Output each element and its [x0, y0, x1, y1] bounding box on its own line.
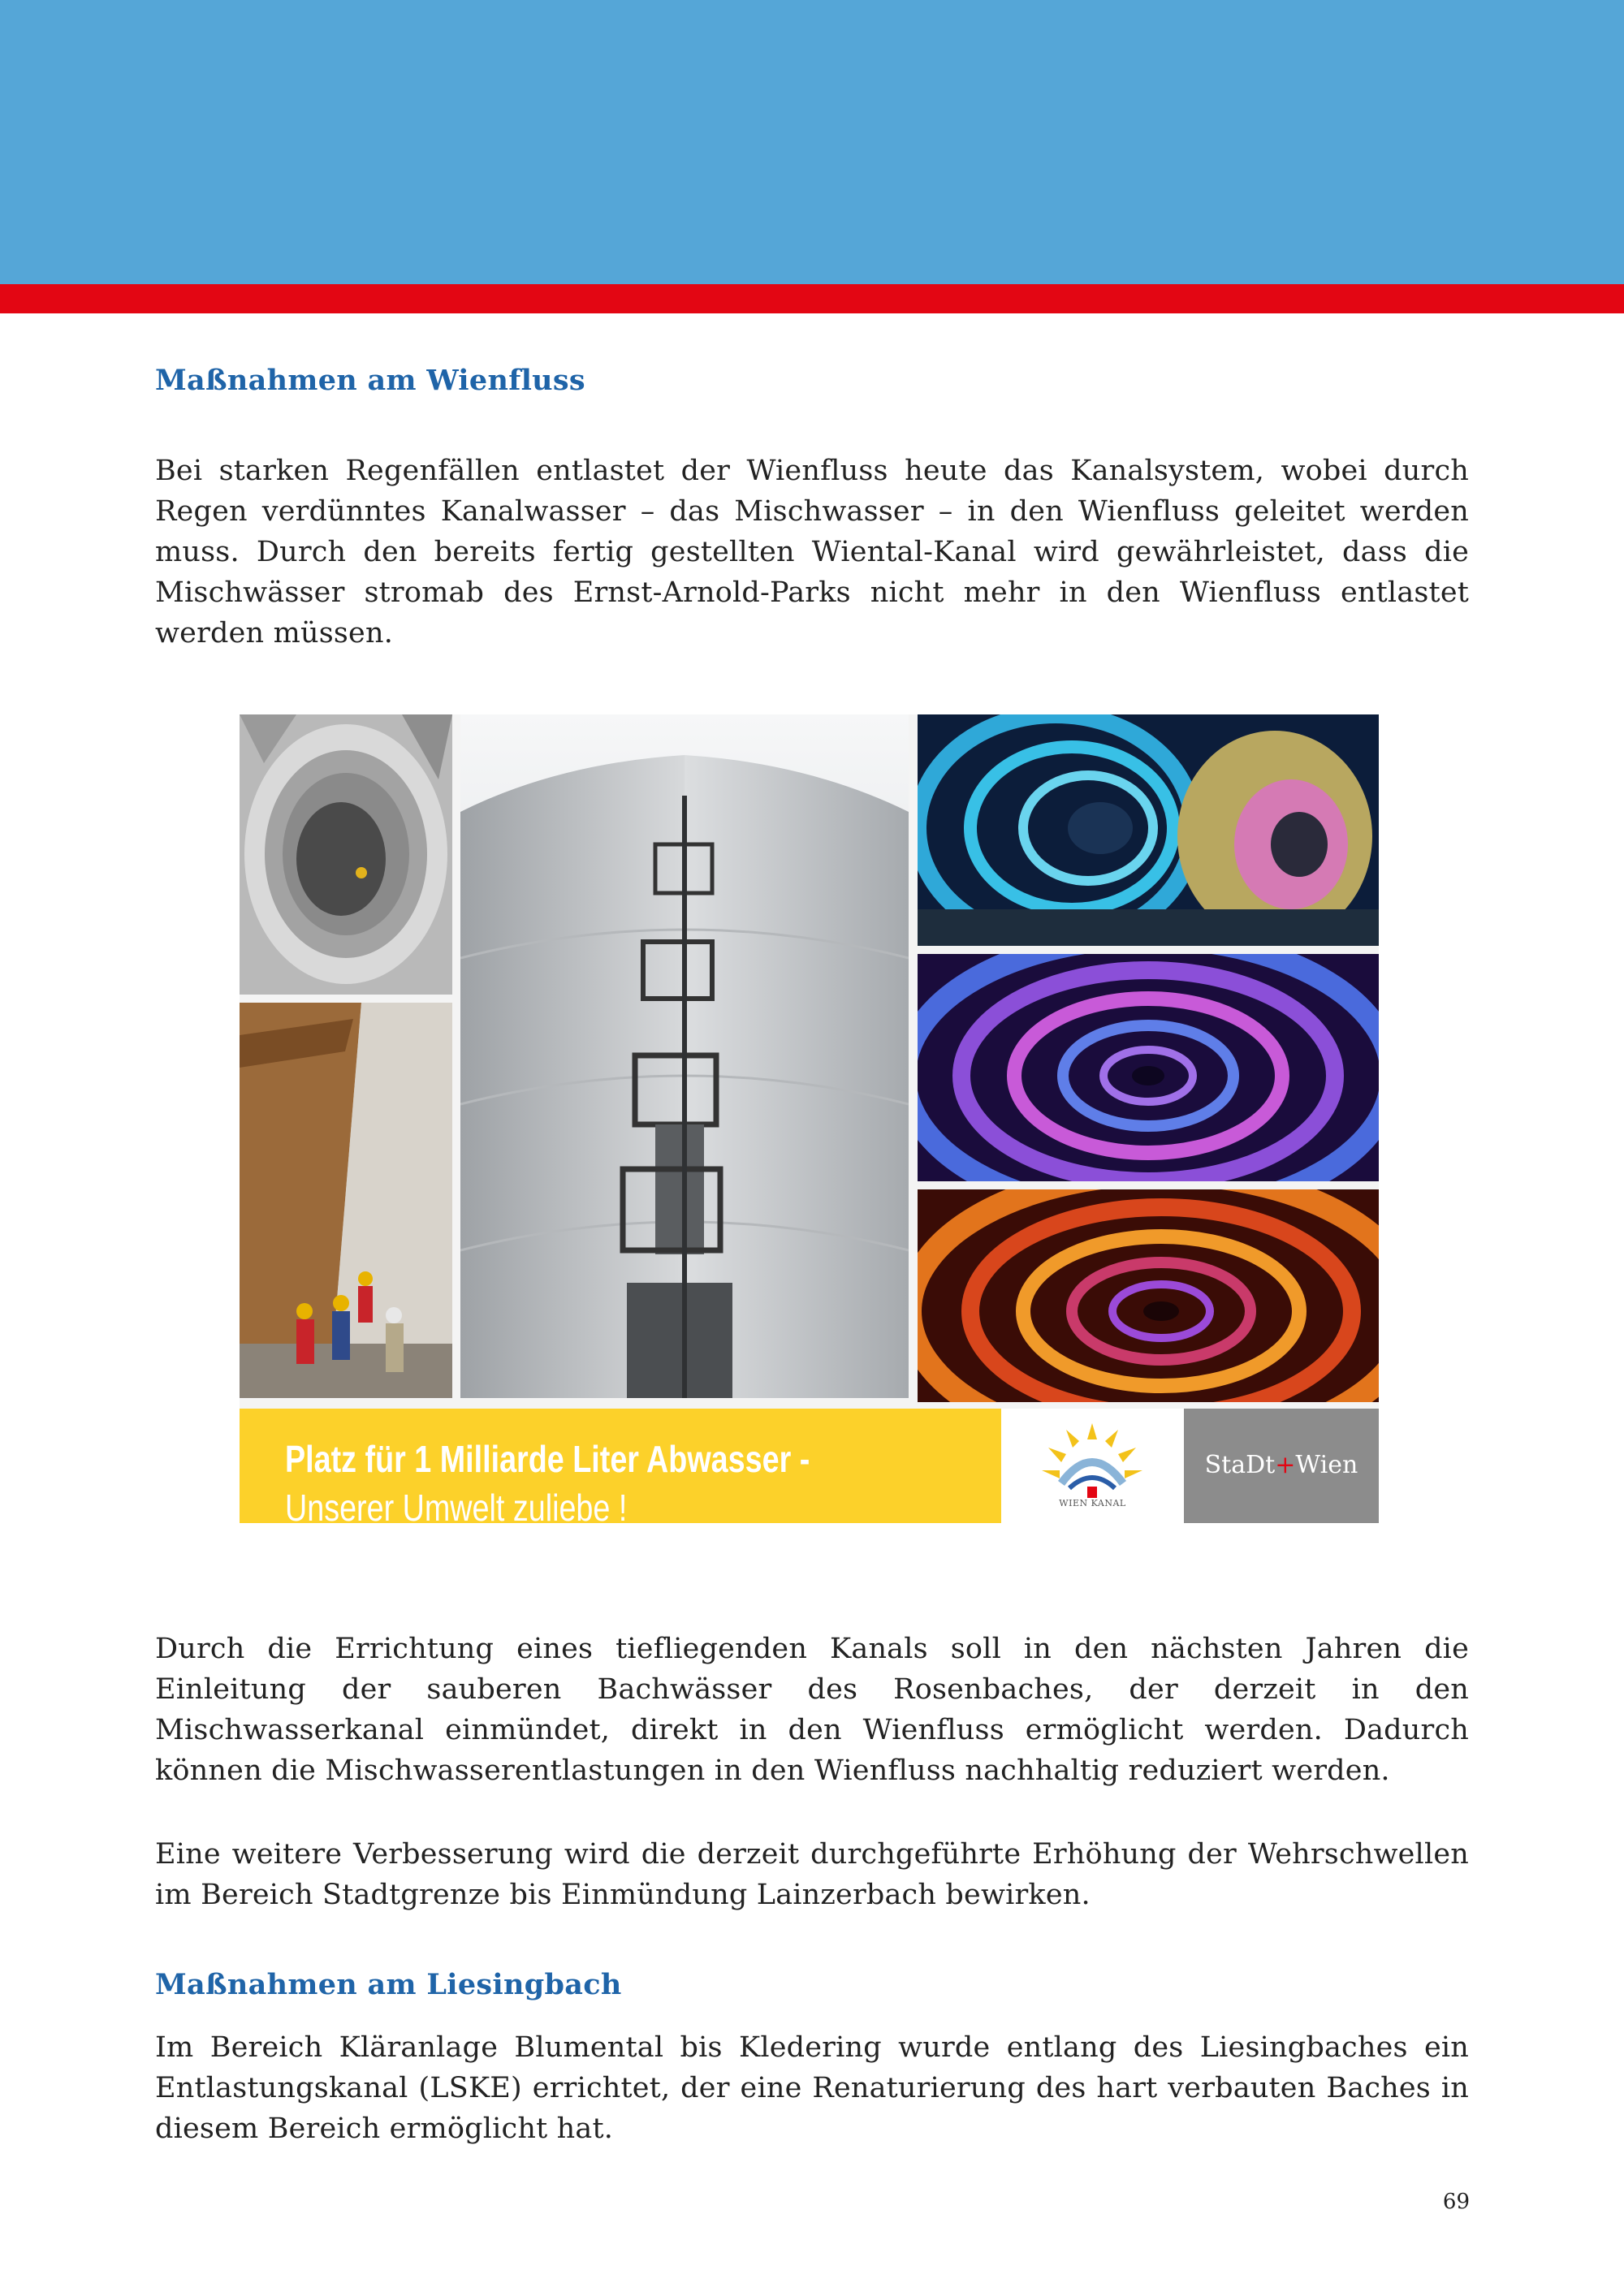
stadt-wien-cross-icon: +: [1275, 1451, 1296, 1479]
stadt-wien-logo-text: [1184, 1451, 1379, 1479]
paragraph-wienfluss-intro: Bei starken Regenfällen entlastet der Wienfluss heute das Kanalsystem, wobei durch Regen verdünntes Kanalwasser – das Mischwasser – in den Wienfluss geleitet werden muss. Durch den bereits fertig gestellten Wiental-Kanal wird gewährleistet, dass die Mischwässer stromab des Ernst-Arnold-Parks nicht mehr in den Wienfluss entlastet werden müssen.: [155, 455, 1469, 650]
wiental-kanal-composite-image: [240, 714, 1379, 1529]
paragraph-wehrschwellen: Eine weitere Verbesserung wird die derzeit durchgeführte Erhöhung der Wehrschwellen im Bereich Stadtgrenze bis Einmündung Lainzerbach bewirken.: [155, 1838, 1469, 1911]
tunnel-orange-photo: [918, 1189, 1379, 1402]
paragraph-liesingbach: Im Bereich Kläranlage Blumental bis Kledering wurde entlang des Liesingbaches ein Entlastungskanal (LSKE) errichtet, der eine Renaturierung des hart verbauten Baches in diesem Bereich ermöglicht hat.: [155, 2031, 1469, 2145]
page-number: 69: [1442, 2190, 1470, 2214]
wien-kanal-logo: [1001, 1409, 1184, 1523]
tunnel-purple-photo: [918, 954, 1379, 1181]
tunnel-lightart-photo: [918, 714, 1379, 946]
section-heading-liesingbach: Maßnahmen am Liesingbach: [155, 1968, 622, 2001]
stadt-wien-logo: [1184, 1409, 1379, 1523]
wien-kanal-logo-text: WIEN KANAL: [1059, 1498, 1126, 1508]
stadt-wien-logo-left: StaDt: [1204, 1451, 1276, 1479]
banner-slogan-line2: Unserer Umwelt zuliebe !: [285, 1487, 628, 1529]
shaft-topview-photo: [240, 714, 452, 995]
stadt-wien-logo-right: Wien: [1295, 1451, 1358, 1479]
banner-slogan-line1: Platz für 1 Milliarde Liter Abwasser -: [285, 1438, 810, 1480]
vertical-shaft-photo: [460, 714, 909, 1398]
section-heading-wienfluss: Maßnahmen am Wienfluss: [155, 364, 585, 397]
header-band: [0, 0, 1624, 284]
workers-tunnel-photo: [240, 1003, 452, 1398]
header-red-stripe: [0, 284, 1624, 313]
paragraph-rosenbach: Durch die Errichtung eines tiefliegenden Kanals soll in den nächsten Jahren die Einleitung der sauberen Bachwässer des Rosenbaches, der derzeit in den Mischwasserkanal einmündet, direkt in den Wienfluss ermöglicht werden. Dadurch können die Mischwasserentlastungen in den Wienfluss nachhaltig reduziert werden.: [155, 1633, 1469, 1787]
